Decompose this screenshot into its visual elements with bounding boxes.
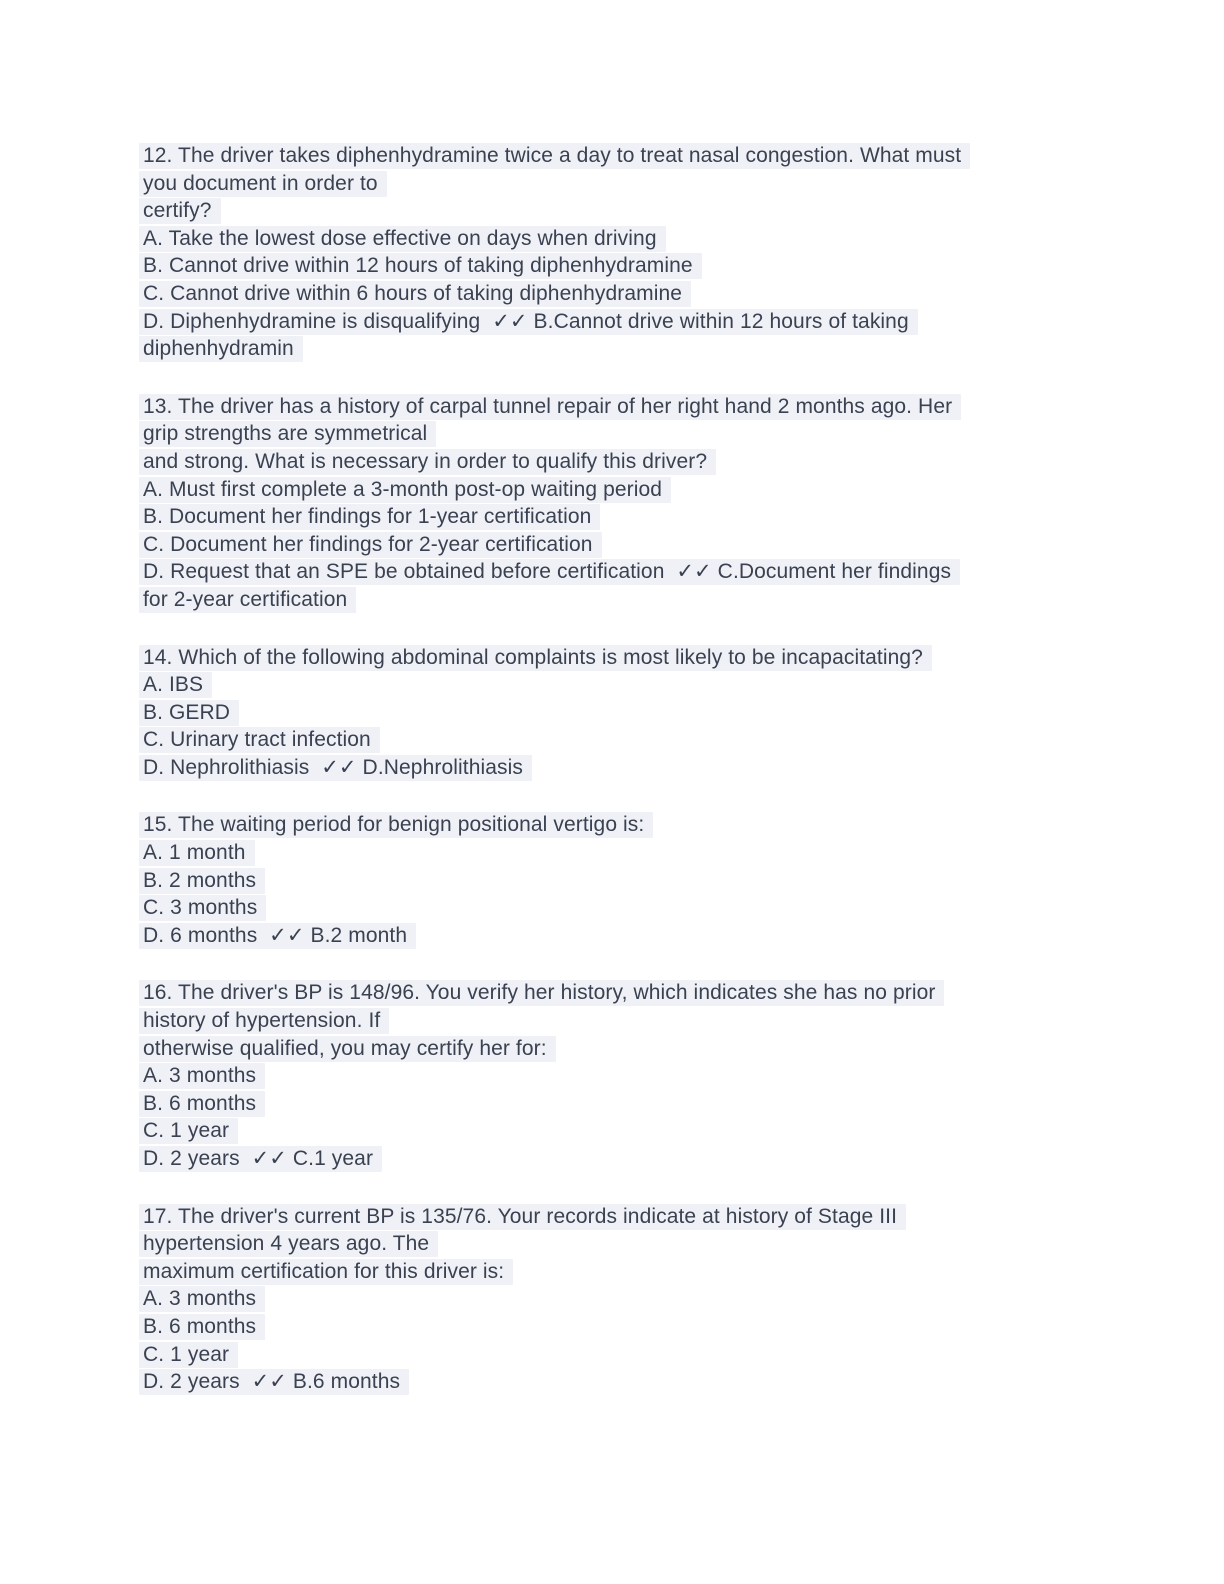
- text-line: [139, 726, 1089, 754]
- highlighted-text: B. 2 months: [139, 868, 265, 894]
- highlighted-text: B. 6 months: [139, 1314, 265, 1340]
- question-16: [139, 979, 1089, 1172]
- highlighted-text: hypertension 4 years ago. The: [139, 1231, 438, 1257]
- highlighted-text: C. Cannot drive within 6 hours of taking diphenhydramine: [139, 281, 691, 307]
- highlighted-text: B. Document her findings for 1-year certification: [139, 504, 600, 530]
- highlighted-text: D. 2 years ✓✓ C.1 year: [139, 1146, 382, 1172]
- text-line: [139, 476, 1089, 504]
- highlighted-text: A. Take the lowest dose effective on days when driving: [139, 226, 666, 252]
- text-line: [139, 1341, 1089, 1369]
- text-line: [139, 671, 1089, 699]
- text-line: [139, 1145, 1089, 1173]
- highlighted-text: 13. The driver has a history of carpal tunnel repair of her right hand 2 months ago. Her: [139, 394, 961, 420]
- highlighted-text: D. Nephrolithiasis ✓✓ D.Nephrolithiasis: [139, 755, 532, 781]
- text-line: [139, 448, 1089, 476]
- highlighted-text: A. Must first complete a 3-month post-op waiting period: [139, 477, 671, 503]
- highlighted-text: A. 1 month: [139, 840, 255, 866]
- questions-container: [139, 142, 1089, 1426]
- highlighted-text: certify?: [139, 198, 221, 224]
- highlighted-text: A. IBS: [139, 672, 212, 698]
- question-14: [139, 644, 1089, 782]
- question-13: [139, 393, 1089, 614]
- text-line: [139, 393, 1089, 421]
- text-line: [139, 531, 1089, 559]
- text-line: [139, 1313, 1089, 1341]
- highlighted-text: B. Cannot drive within 12 hours of taking diphenhydramine: [139, 253, 702, 279]
- highlighted-text: maximum certification for this driver is:: [139, 1259, 513, 1285]
- highlighted-text: C. 1 year: [139, 1118, 238, 1144]
- text-line: [139, 197, 1089, 225]
- highlighted-text: A. 3 months: [139, 1063, 265, 1089]
- question-15: [139, 811, 1089, 949]
- highlighted-text: B. 6 months: [139, 1091, 265, 1117]
- highlighted-text: D. Diphenhydramine is disqualifying ✓✓ B.Cannot drive within 12 hours of taking: [139, 309, 918, 335]
- highlighted-text: and strong. What is necessary in order to qualify this driver?: [139, 449, 716, 475]
- text-line: [139, 754, 1089, 782]
- text-line: [139, 308, 1089, 336]
- highlighted-text: C. Urinary tract infection: [139, 727, 380, 753]
- text-line: [139, 225, 1089, 253]
- text-line: [139, 335, 1089, 363]
- highlighted-text: 14. Which of the following abdominal complaints is most likely to be incapacitating?: [139, 645, 932, 671]
- text-line: [139, 979, 1089, 1007]
- highlighted-text: otherwise qualified, you may certify her for:: [139, 1036, 556, 1062]
- highlighted-text: D. 2 years ✓✓ B.6 months: [139, 1369, 409, 1395]
- text-line: [139, 170, 1089, 198]
- text-line: [139, 586, 1089, 614]
- highlighted-text: 12. The driver takes diphenhydramine twice a day to treat nasal congestion. What must: [139, 143, 970, 169]
- text-line: [139, 894, 1089, 922]
- text-line: [139, 867, 1089, 895]
- text-line: [139, 1285, 1089, 1313]
- text-line: [139, 420, 1089, 448]
- highlighted-text: 15. The waiting period for benign positional vertigo is:: [139, 812, 653, 838]
- highlighted-text: C. 1 year: [139, 1342, 238, 1368]
- highlighted-text: 16. The driver's BP is 148/96. You verify her history, which indicates she has no prior: [139, 980, 944, 1006]
- highlighted-text: diphenhydramin: [139, 336, 303, 362]
- highlighted-text: B. GERD: [139, 700, 239, 726]
- highlighted-text: 17. The driver's current BP is 135/76. Your records indicate at history of Stage III: [139, 1204, 906, 1230]
- highlighted-text: D. 6 months ✓✓ B.2 month: [139, 923, 416, 949]
- text-line: [139, 1090, 1089, 1118]
- highlighted-text: C. 3 months: [139, 895, 266, 921]
- text-line: [139, 1035, 1089, 1063]
- highlighted-text: D. Request that an SPE be obtained before certification ✓✓ C.Document her findings: [139, 559, 960, 585]
- text-line: [139, 558, 1089, 586]
- text-line: [139, 1230, 1089, 1258]
- text-line: [139, 922, 1089, 950]
- text-line: [139, 1007, 1089, 1035]
- text-line: [139, 1117, 1089, 1145]
- highlighted-text: you document in order to: [139, 171, 387, 197]
- question-12: [139, 142, 1089, 363]
- text-line: [139, 811, 1089, 839]
- text-line: [139, 1258, 1089, 1286]
- text-line: [139, 1368, 1089, 1396]
- highlighted-text: C. Document her findings for 2-year certification: [139, 532, 602, 558]
- highlighted-text: grip strengths are symmetrical: [139, 421, 436, 447]
- text-line: [139, 699, 1089, 727]
- text-line: [139, 839, 1089, 867]
- text-line: [139, 280, 1089, 308]
- highlighted-text: A. 3 months: [139, 1286, 265, 1312]
- text-line: [139, 503, 1089, 531]
- text-line: [139, 142, 1089, 170]
- text-line: [139, 1203, 1089, 1231]
- highlighted-text: history of hypertension. If: [139, 1008, 389, 1034]
- text-line: [139, 644, 1089, 672]
- question-17: [139, 1203, 1089, 1396]
- text-line: [139, 252, 1089, 280]
- text-line: [139, 1062, 1089, 1090]
- highlighted-text: for 2-year certification: [139, 587, 356, 613]
